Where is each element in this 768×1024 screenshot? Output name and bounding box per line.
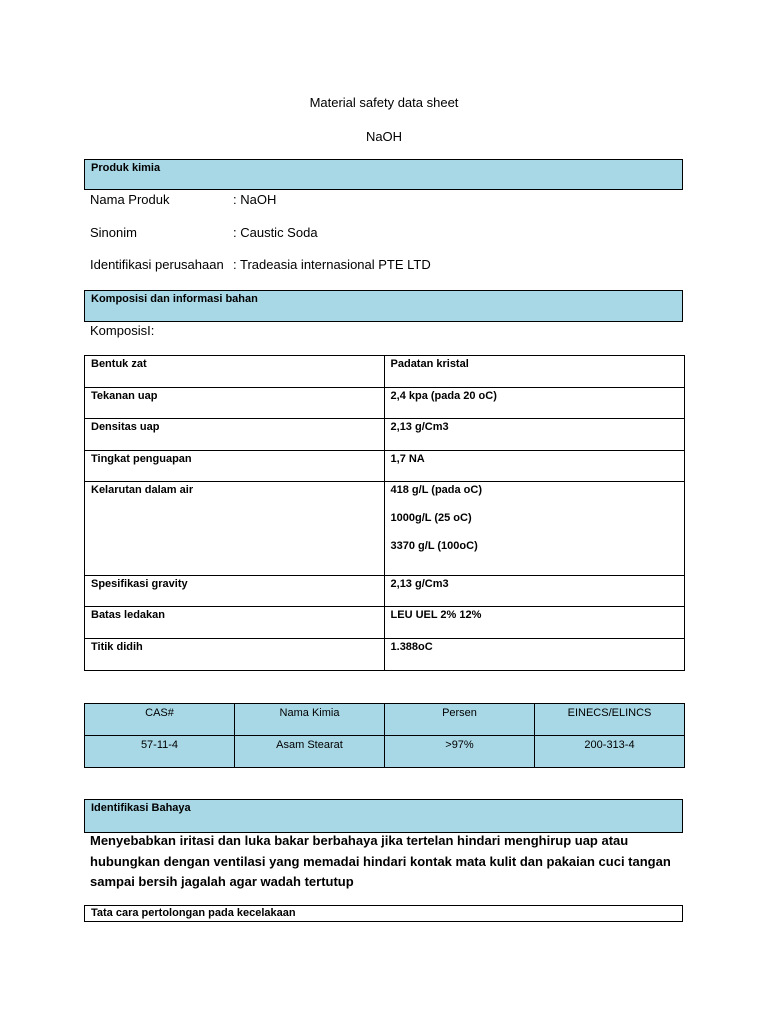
percent: >97%	[385, 736, 535, 768]
property-name: Densitas uap	[85, 419, 385, 451]
property-name: Tekanan uap	[85, 388, 385, 419]
property-value: 2,4 kpa (pada 20 oC)	[384, 388, 684, 419]
section-pertolongan	[84, 905, 683, 922]
page-subtitle: NaOH	[365, 129, 403, 144]
einecs-number: 200-313-4	[535, 736, 685, 768]
section-heading: Komposisi dan informasi bahan	[91, 293, 258, 305]
company-value: : Tradeasia internasional PTE LTD	[233, 257, 431, 272]
section-heading: Tata cara pertolongan pada kecelakaan	[91, 907, 296, 919]
property-name: Tingkat penguapan	[85, 451, 385, 482]
section-produk-kimia	[84, 159, 683, 190]
cas-table	[84, 703, 685, 768]
property-value-line: 1000g/L (25 oC)	[390, 512, 472, 524]
property-value-line: 3370 g/L (100oC)	[390, 540, 478, 552]
cas-number: 57-11-4	[85, 736, 235, 768]
property-value: 2,13 g/Cm3	[384, 419, 684, 451]
property-name: Spesifikasi gravity	[85, 576, 385, 607]
table-row	[85, 639, 685, 671]
chemical-name: Asam Stearat	[235, 736, 385, 768]
table-row	[85, 388, 685, 419]
product-name-value: : NaOH	[233, 192, 277, 207]
table-row	[85, 607, 685, 639]
property-value: 2,13 g/Cm3	[384, 576, 684, 607]
table-row	[85, 482, 685, 576]
property-value-line: 418 g/L (pada oC)	[390, 484, 482, 496]
hazard-description: Menyebabkan iritasi dan luka bakar berbahaya jika tertelan hindari menghirup uap atau hubungkan dengan ventilasi yang memadai hindari kontak mata kulit dan pakaian cuci tangan sampai bersih jagalah agar wadah tertutup	[90, 833, 671, 889]
table-row	[85, 356, 685, 388]
product-name-label: Nama Produk	[90, 192, 170, 207]
property-name: Bentuk zat	[85, 356, 385, 388]
property-value: 1,7 NA	[384, 451, 684, 482]
property-name: Batas ledakan	[85, 607, 385, 639]
property-value: Padatan kristal	[384, 356, 684, 388]
column-header: Persen	[385, 704, 535, 736]
section-heading: Produk kimia	[91, 162, 161, 174]
page-title: Material safety data sheet	[309, 95, 459, 110]
company-label: Identifikasi perusahaan	[90, 257, 224, 272]
composition-subheading: KomposisI:	[90, 323, 155, 338]
property-value: LEU UEL 2% 12%	[384, 607, 684, 639]
synonym-value: : Caustic Soda	[233, 225, 318, 240]
section-heading: Identifikasi Bahaya	[91, 802, 191, 814]
property-value: 1.388oC	[384, 639, 684, 671]
table-row	[85, 576, 685, 607]
synonym-label: Sinonim	[90, 225, 137, 240]
property-value	[384, 482, 684, 576]
property-name: Titik didih	[85, 639, 385, 671]
column-header: CAS#	[85, 704, 235, 736]
table-header-row	[85, 704, 685, 736]
table-row	[85, 736, 685, 768]
property-name: Kelarutan dalam air	[85, 482, 385, 576]
properties-table	[84, 355, 685, 671]
column-header: Nama Kimia	[235, 704, 385, 736]
section-komposisi	[84, 290, 683, 322]
table-row	[85, 451, 685, 482]
table-row	[85, 419, 685, 451]
column-header: EINECS/ELINCS	[535, 704, 685, 736]
section-identifikasi-bahaya	[84, 799, 683, 833]
